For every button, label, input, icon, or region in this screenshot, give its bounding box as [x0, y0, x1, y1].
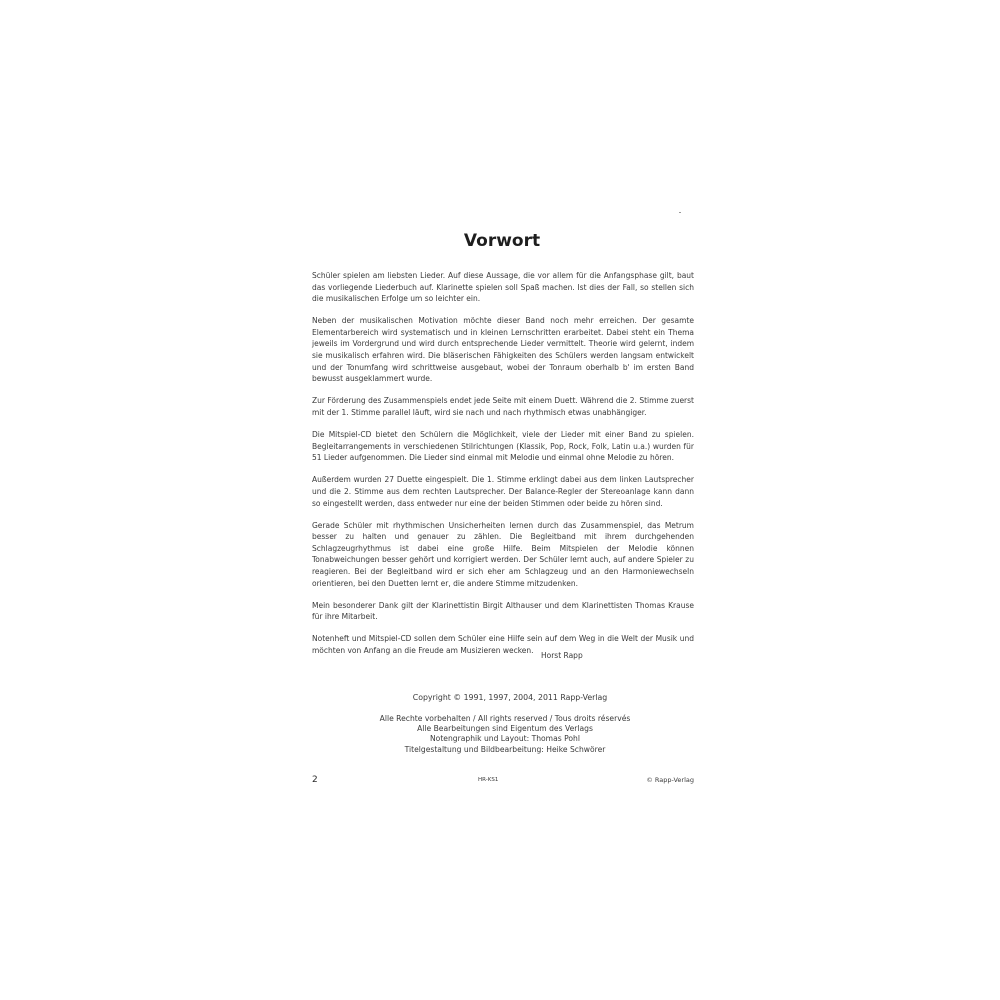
credit-line-cover: Titelgestaltung und Bildbearbeitung: Heike Schwörer — [404, 744, 606, 754]
paragraph-3: Zur Förderung des Zusammenspiels endet jede Seite mit einem Duett. Während die 2. Stimme zuerst mit der 1. Stimme parallel läuft, wird sie nach und nach rhythmisch etwas unabhängiger. — [312, 396, 694, 417]
scan-speck — [679, 212, 681, 213]
credit-line-arrangements: Alle Bearbeitungen sind Eigentum des Verlags — [417, 724, 593, 734]
paragraph-2: Neben der musikalischen Motivation möchte dieser Band noch mehr erreichen. Der gesamte Elementarbereich wird systematisch und in kleinen Lernschritten erarbeitet. Dabei steht ein Thema jeweils im Vordergrund und wird durch entsprechende Lieder vermittelt. Theorie wird gelernt, indem sie musikalisch erfahren wird. Die bläserischen Fähigkeiten des Schülers werden langsam entwickelt und der Tonumfang wird schrittweise ausgebaut, wobei der Tonraum oberhalb b' im ersten Band bewusst ausgeklammert wurde. — [312, 316, 694, 384]
paragraph-5: Außerdem wurden 27 Duette eingespielt. Die 1. Stimme erklingt dabei aus dem linken Lautsprecher und die 2. Stimme aus dem rechten Lautsprecher. Der Balance-Regler der Stereoanlage kann dann so eingestellt werden, dass entweder nur eine der beiden Stimmen oder beide zu hören sind. — [312, 475, 694, 508]
credit-line-layout: Notengraphik und Layout: Thomas Pohl — [430, 734, 580, 744]
paragraph-8: Notenheft und Mitspiel-CD sollen dem Schüler eine Hilfe sein auf dem Weg in die Welt der Musik und möchten von Anfang an die Freude am Musizieren wecken. — [312, 634, 694, 655]
author-signature: Horst Rapp — [541, 651, 583, 660]
paragraph-4: Die Mitspiel-CD bietet den Schülern die Möglichkeit, viele der Lieder mit einer Band zu spielen. Begleitarrangements in verschiedenen Stilrichtungen (Klassik, Pop, Rock, Folk, Latin u.a.) wurden für 51 Lieder aufgenommen. Die Lieder sind einmal mit Melodie und einmal ohne Melodie zu hören. — [312, 430, 694, 463]
foreword-body — [312, 270, 694, 667]
page-number: 2 — [312, 775, 318, 785]
credit-line-rights: Alle Rechte vorbehalten / All rights reserved / Tous droits réservés — [379, 714, 631, 723]
paragraph-6: Gerade Schüler mit rhythmischen Unsicherheiten lernen durch das Zusammenspiel, das Metrum besser zu halten und genauer zu zählen. Die Begleitband mit ihrem durchgehenden Schlagzeugrhythmus ist dabei eine große Hilfe. Beim Mitspielen der Melodie können Tonabweichungen besser gehört und korrigiert werden. Der Schüler lernt auch, auf andere Spieler zu reagieren. Bei der Begleitband wird er sich eher am Schlagzeug und an den Harmoniewechseln orientieren, bei den Duetten lernt er, die andere Stimme mitzudenken. — [312, 520, 694, 588]
catalog-code: HR-KS1 — [478, 777, 499, 783]
paragraph-1: Schüler spielen am liebsten Lieder. Auf diese Aussage, die vor allem für die Anfangsphase gilt, baut das vorliegende Liederbuch auf. Klarinette spielen soll Spaß machen. Ist dies der Fall, so stellen sich die musikalischen Erfolge um so leichter ein. — [312, 271, 694, 304]
publisher-footer: © Rapp-Verlag — [646, 776, 694, 784]
credits-block — [340, 714, 670, 755]
paragraph-7: Mein besonderer Dank gilt der Klarinettistin Birgit Althauser und dem Klarinettisten Thomas Krause für ihre Mitarbeit. — [312, 600, 694, 622]
page-title: Vorwort — [463, 231, 541, 251]
copyright-line: Copyright © 1991, 1997, 2004, 2011 Rapp-Verlag — [412, 693, 608, 702]
